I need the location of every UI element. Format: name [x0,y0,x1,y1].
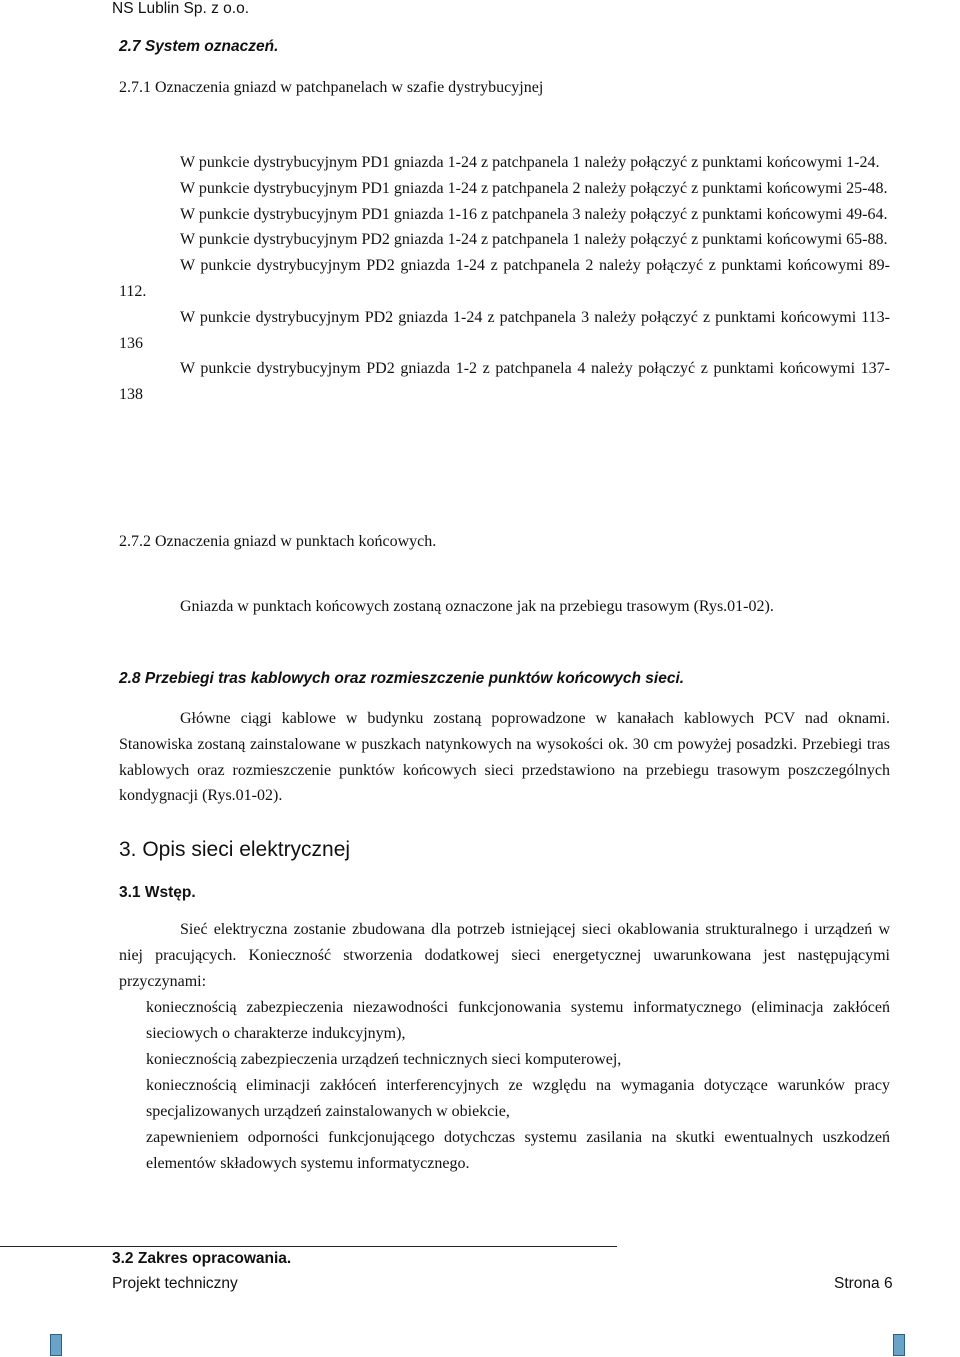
section-3-1-intro [119,917,890,994]
footer-left: Projekt techniczny [112,1275,238,1292]
list-item: W punkcie dystrybucyjnym PD2 gniazda 1-24 z patchpanela 2 należy połączyć z punktami końcowymi 89-112. [119,257,890,300]
list-item: W punkcie dystrybucyjnym PD2 gniazda 1-2 z patchpanela 4 należy połączyć z punktami końcowymi 137-138 [119,360,890,404]
section-2-7-title: 2.7 System oznaczeń. [119,38,279,55]
list-item: zapewnieniem odporności funkcjonującego dotychczas systemu zasilania na skutki ewentualnych uszkodzeń elementów składowych systemu informatycznego. [146,1129,890,1172]
list-item: W punkcie dystrybucyjnym PD2 gniazda 1-24 z patchpanela 1 należy połączyć z punktami końcowymi 65-88. [180,231,888,249]
section-3-1-title: 3.1 Wstęp. [119,884,196,901]
footer-page-number: Strona 6 [834,1275,893,1292]
list-item: koniecznością zabezpieczenia niezawodności funkcjonowania systemu informatycznego (eliminacja zakłóceń sieciowych o charakterze indukcyjnym), [146,999,890,1042]
list-item: koniecznością zabezpieczenia urządzeń technicznych sieci komputerowej, [146,1051,622,1068]
section-3-title: 3. Opis sieci elektrycznej [119,838,351,861]
paragraph: Sieć elektryczna zostanie zbudowana dla potrzeb istniejącej sieci okablowania strukturalnego i urządzeń w niej pracujących. Konieczność stworzenia dodatkowej sieci energetycznej uwarunkowana jest następującymi przyczynami: [119,921,890,990]
section-3-2-title: 3.2 Zakres opracowania. [112,1250,292,1267]
section-2-7-2-text: Gniazda w punktach końcowych zostaną oznaczone jak na przebiegu trasowym (Rys.01-02). [180,598,774,615]
list-item: W punkcie dystrybucyjnym PD1 gniazda 1-24 z patchpanela 2 należy połączyć z punktami końcowymi 25-48. [180,179,888,197]
page-marker-left [50,1334,62,1356]
list-item: W punkcie dystrybucyjnym PD1 gniazda 1-16 z patchpanela 3 należy połączyć z punktami końcowymi 49-64. [180,205,888,223]
list-item: koniecznością eliminacji zakłóceń interferencyjnych ze względu na wymagania dotyczące warunków pracy specjalizowanych urządzeń zainstalowanych w obiekcie, [146,1077,890,1120]
header-company: NS Lublin Sp. z o.o. [112,0,249,17]
list-item: W punkcie dystrybucyjnym PD1 gniazda 1-24 z patchpanela 1 należy połączyć z punktami końcowymi 1-24. [180,154,880,171]
section-2-7-1-title: 2.7.1 Oznaczenia gniazd w patchpanelach w szafie dystrybucyjnej [119,79,544,96]
section-2-8-title: 2.8 Przebiegi tras kablowych oraz rozmieszczenie punktów końcowych sieci. [119,670,685,687]
reasons-list [146,995,890,1177]
paragraph: Główne ciągi kablowe w budynku zostaną poprowadzone w kanałach kablowych PCV nad oknami. Stanowiska zostaną zainstalowane w puszkach natynkowych na wysokości ok. 30 cm powyżej posadzki. Przebiegi tras kablowych oraz rozmieszczenie punktów końcowych sieci przedstawiono na przebiegu trasowym poszczególnych kondygnacji (Rys.01-02). [119,710,890,805]
list-item: W punkcie dystrybucyjnym PD2 gniazda 1-24 z patchpanela 3 należy połączyć z punktami końcowymi 113-136 [119,308,890,352]
patchpanel-list [119,150,890,408]
page-marker-right [893,1334,905,1356]
footer-divider [0,1246,617,1247]
section-2-8-text [119,706,890,809]
section-2-7-2-title: 2.7.2 Oznaczenia gniazd w punktach końcowych. [119,533,437,550]
